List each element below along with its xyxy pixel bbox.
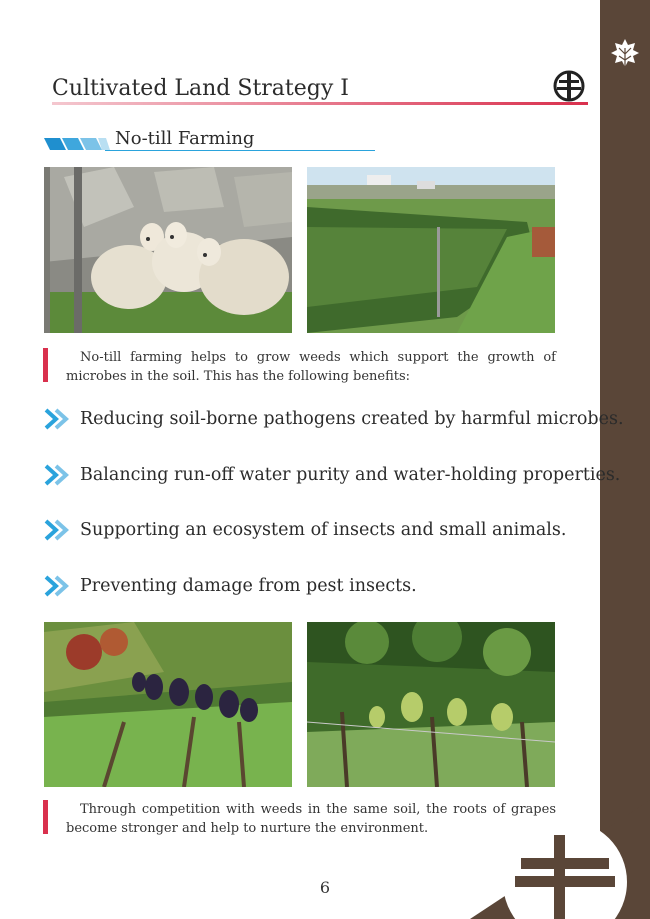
benefit-item-1 <box>44 406 624 432</box>
green-grapes-photo <box>307 622 555 787</box>
benefit-text: Preventing damage from pest insects. <box>80 576 417 596</box>
vineyard-rows-photo <box>307 167 555 333</box>
page-title: Cultivated Land Strategy I <box>52 76 349 101</box>
chevron-double-icon <box>44 519 74 541</box>
chevron-double-icon <box>44 408 74 430</box>
red-grapes-photo <box>44 622 292 787</box>
page-number: 6 <box>319 878 331 897</box>
benefit-text: Supporting an ecosystem of insects and small animals. <box>80 520 567 540</box>
benefit-item-2 <box>44 462 620 488</box>
subtitle-stripes-icon <box>44 138 110 150</box>
right-side-band <box>600 0 650 919</box>
conclusion-paragraph: Through competition with weeds in the same soil, the roots of grapes become stronger and help to nurture the environment. <box>66 802 556 836</box>
intro-paragraph: No-till farming helps to grow weeds which support the growth of microbes in the soil. This has the following benefits: <box>66 350 556 384</box>
benefit-text: Reducing soil-borne pathogens created by harmful microbes. <box>80 409 624 429</box>
benefit-text: Balancing run-off water purity and water-holding properties. <box>80 465 621 485</box>
chevron-double-icon <box>44 575 74 597</box>
title-underline <box>52 102 588 105</box>
subtitle-underline <box>105 150 375 151</box>
section-subtitle: No-till Farming <box>115 128 255 149</box>
sheep-photo <box>44 167 292 333</box>
benefit-item-4 <box>44 573 417 599</box>
emblem-icon <box>553 70 585 102</box>
chevron-double-icon <box>44 464 74 486</box>
grape-leaf-icon <box>608 36 642 70</box>
benefit-item-3 <box>44 517 566 543</box>
